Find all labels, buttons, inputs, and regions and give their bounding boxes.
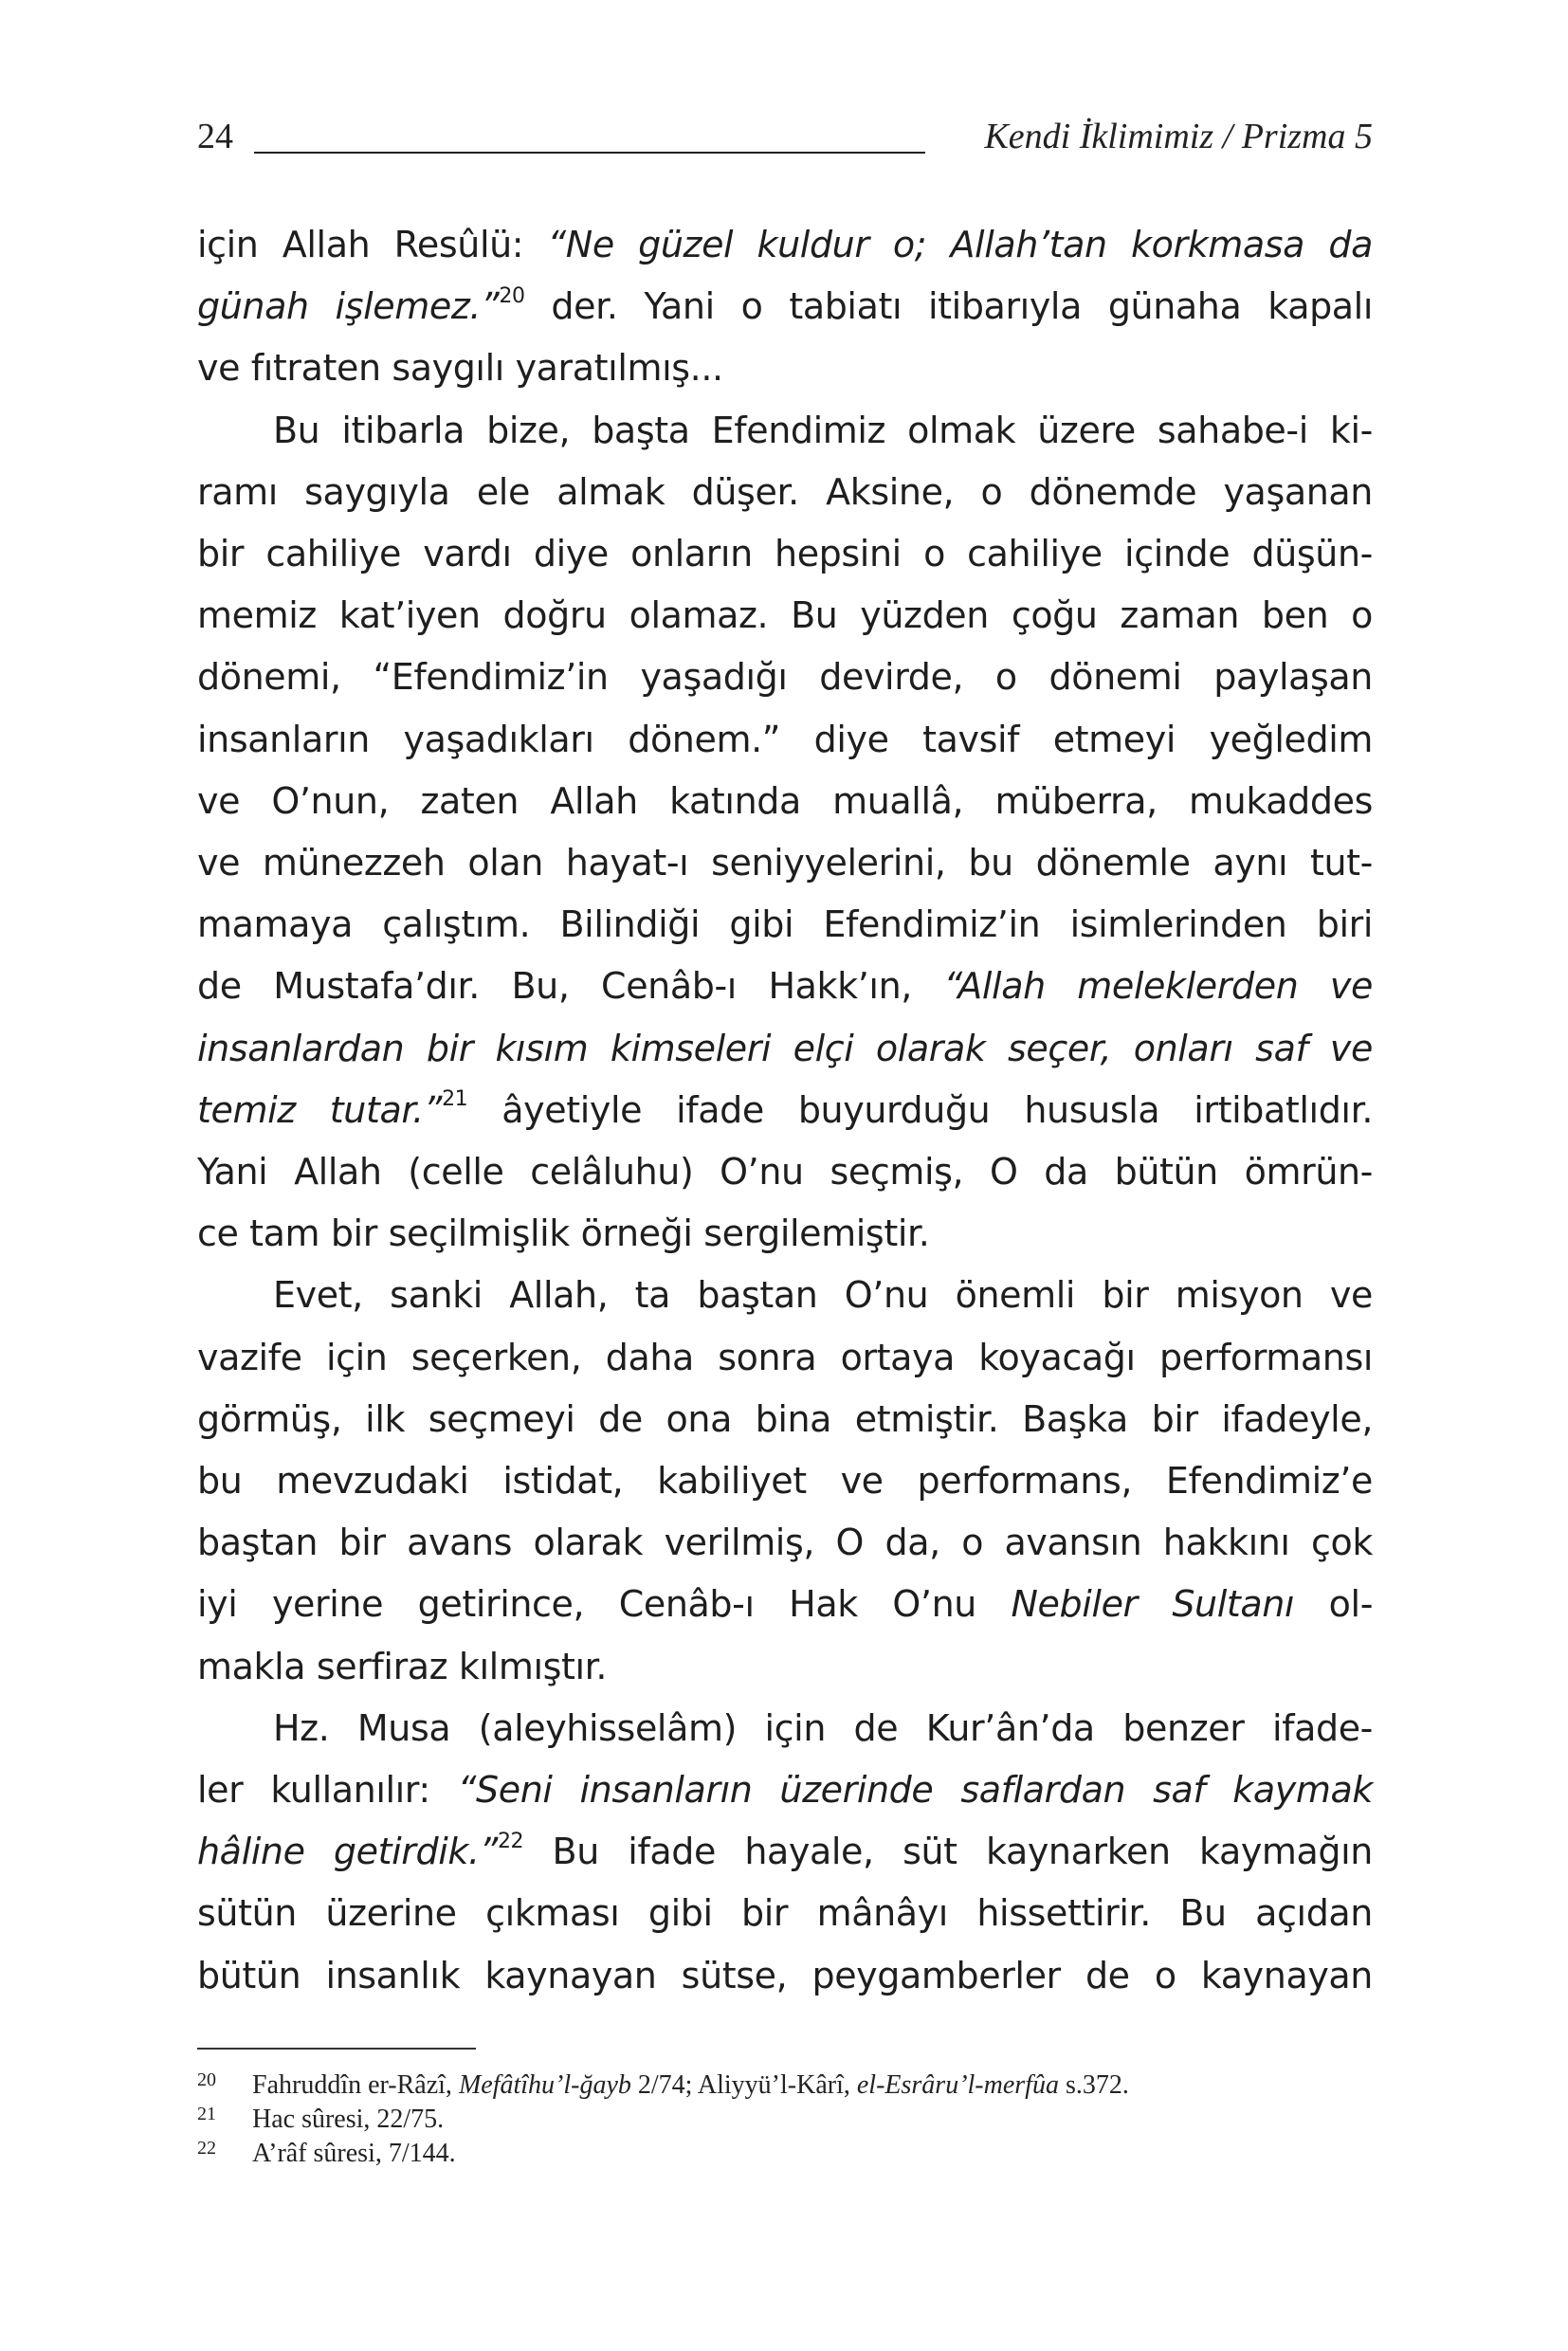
quote-text: “Seni insanların üzerinde saflardan saf kaymak: [457, 1769, 1374, 1812]
running-title: Kendi İklimimiz / Prizma 5: [984, 117, 1373, 156]
text-line: memiz kat’iyen doğru olamaz. Bu yüzden çoğu zaman ben o: [197, 594, 1373, 637]
footnote-ref-21: 21: [442, 1087, 468, 1112]
quote-text: hâline getirdik.”: [197, 1831, 498, 1873]
text-line: Bu itibarla bize, başta Efendimiz olmak üzere sahabe-i ki-: [273, 409, 1373, 451]
text-run: de Mustafa’dır. Bu, Cenâb-ı Hakk’ın,: [197, 965, 944, 1008]
text-line: Hz. Musa (aleyhisselâm) için de Kur’ân’da benzer ifade-: [273, 1706, 1373, 1749]
text-line: Yani Allah (celle celâluhu) O’nu seçmiş, O da bütün ömrün-: [197, 1151, 1373, 1194]
text-line: ve münezzeh olan hayat-ı seniyyelerini, bu dönemle aynı tut-: [197, 842, 1373, 884]
text-line: ce tam bir seçilmişlik örneği sergilemiştir.: [197, 1212, 930, 1255]
text-line: insanların yaşadıkları dönem.” diye tavsif etmeyi yeğledim: [197, 718, 1373, 760]
text-line: Evet, sanki Allah, ta baştan O’nu önemli bir misyon ve: [273, 1274, 1373, 1317]
footnotes: [197, 2069, 1373, 2171]
footnote-20: [197, 2069, 1373, 2103]
text-line: [197, 276, 1373, 337]
text-run: 2/74; Aliyyü’l-Kârî,: [630, 2070, 857, 2100]
text-line: ve fıtraten saygılı yaratılmış...: [197, 347, 723, 390]
text-run: için Allah Resûlü:: [197, 224, 548, 265]
footnote-22: [197, 2137, 1373, 2171]
emphasis-text: Nebiler Sultanı: [1011, 1583, 1295, 1626]
quote-text: “Ne güzel kuldur o; Allah’tan korkmasa da: [547, 224, 1373, 265]
footnote-21: [197, 2103, 1373, 2137]
book-title: el-Esrâru’l-merfûa: [856, 2070, 1059, 2100]
text-line: ve O’nun, zaten Allah katında muallâ, müberra, mukaddes: [197, 779, 1373, 822]
footnote-number: 22: [197, 2138, 216, 2159]
quote-text: “Allah meleklerden ve: [943, 965, 1373, 1008]
text-line: [197, 956, 1373, 1017]
footnote-ref-20: 20: [499, 283, 525, 308]
footnote-text: Hac sûresi, 22/75.: [252, 2105, 445, 2134]
footnote-rule: [197, 2048, 476, 2050]
text-line: mamaya çalıştım. Bilindiği gibi Efendimiz’in isimlerinden biri: [197, 903, 1373, 946]
text-line: dönemi, “Efendimiz’in yaşadığı devirde, o dönemi paylaşan: [197, 656, 1373, 699]
text-run: der. Yani o tabiatı itibarıyla günaha kapalı: [524, 285, 1373, 328]
text-run: Fahruddîn er-Râzî,: [252, 2070, 459, 2100]
text-line: baştan bir avans olarak verilmiş, O da, o avansın hakkını çok: [197, 1522, 1373, 1564]
text-line: sütün üzerine çıkması gibi bir mânâyı hissettirir. Bu açıdan: [197, 1892, 1373, 1935]
paragraph-3: [197, 1265, 1373, 1697]
page-number: 24: [197, 117, 233, 156]
paragraph-4: [197, 1698, 1373, 2007]
footnote-text: A’râf sûresi, 7/144.: [252, 2139, 456, 2168]
text-line: [197, 1080, 1373, 1141]
text-line: [197, 1759, 1373, 1821]
text-line: makla serfiraz kılmıştır.: [197, 1645, 608, 1687]
text-run: iyi yerine getirince, Cenâb-ı Hak O’nu: [197, 1583, 1012, 1626]
quote-text: temiz tutar.”: [197, 1088, 443, 1131]
quote-text: günah işlemez.”: [197, 285, 500, 328]
text-line: bu mevzudaki istidat, kabiliyet ve performans, Efendimiz’e: [197, 1460, 1373, 1503]
text-run: s.372.: [1058, 2070, 1129, 2100]
text-line: [197, 1574, 1373, 1635]
text-line: görmüş, ilk seçmeyi de ona bina etmiştir. Başka bir ifadeyle,: [197, 1397, 1373, 1440]
paragraph-1: [197, 214, 1373, 400]
body-text: [197, 214, 1373, 2007]
text-run: ler kullanılır:: [197, 1769, 458, 1812]
header-rule: [254, 152, 925, 154]
footnote-ref-22: 22: [497, 1829, 524, 1853]
text-line: ramı saygıyla ele almak düşer. Aksine, o dönemde yaşanan: [197, 470, 1373, 513]
book-title: Mefâtîhu’l-ğayb: [458, 2070, 631, 2100]
footnote-number: 21: [197, 2104, 216, 2124]
text-line: bütün insanlık kaynayan sütse, peygamberler de o kaynayan: [197, 1954, 1373, 1996]
text-line: [197, 1821, 1373, 1883]
quote-line: insanlardan bir kısım kimseleri elçi olarak seçer, onları saf ve: [197, 1027, 1373, 1069]
text-run: Bu ifade hayale, süt kaynarken kaymağın: [523, 1831, 1373, 1873]
footnote-number: 20: [197, 2069, 216, 2090]
text-line: [197, 214, 1373, 276]
text-run: âyetiyle ifade buyurduğu hususla irtibatlıdır.: [467, 1088, 1374, 1131]
text-run: ol-: [1294, 1583, 1373, 1626]
text-line: bir cahiliye vardı diye onların hepsini o cahiliye içinde düşün-: [197, 533, 1373, 575]
page-header: [197, 114, 1373, 159]
paragraph-2: [197, 400, 1373, 1266]
text-line: vazife için seçerken, daha sonra ortaya koyacağı performansı: [197, 1336, 1373, 1378]
